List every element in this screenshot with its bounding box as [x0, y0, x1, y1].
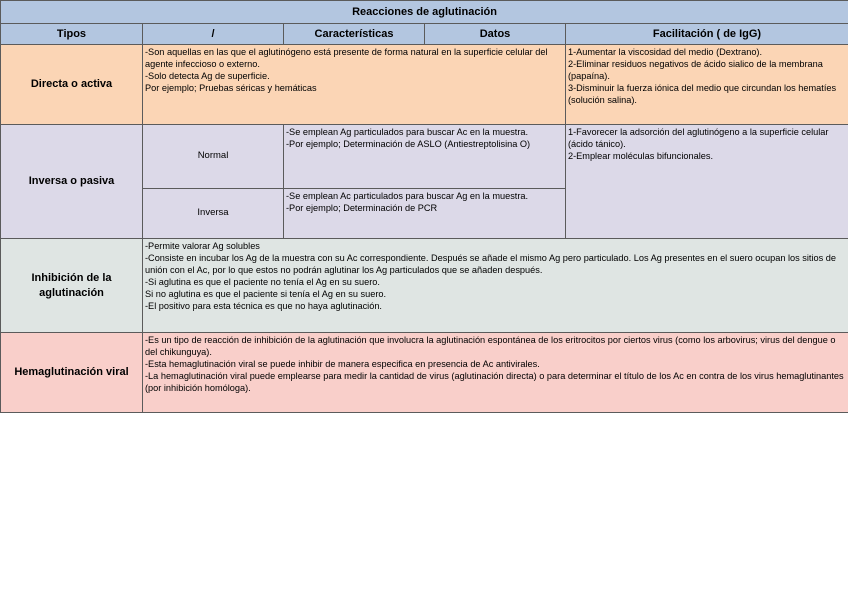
- directa-fac-line: 1-Aumentar la viscosidad del medio (Dextrano).: [568, 47, 763, 57]
- inversa-datos: [284, 189, 566, 239]
- header-slash: /: [143, 24, 284, 45]
- header-caracteristicas: Características: [284, 24, 425, 45]
- inversa-fac-line: 1-Favorecer la adsorción del aglutinógeno a la superficie celular (ácido tánico).: [568, 127, 829, 149]
- inhibicion-line: -El positivo para esta técnica es que no haya aglutinación.: [145, 300, 382, 311]
- inhibicion-line: -Si aglutina es que el paciente no tenía el Ag en su suero.: [145, 276, 380, 287]
- header-facilitacion: Facilitación ( de IgG): [566, 24, 848, 45]
- subtipo-normal: Normal: [143, 125, 284, 189]
- row-hemaglutinacion: [1, 333, 848, 413]
- hemaglutinacion-line: -Esta hemaglutinación viral se puede inhibir de manera especifica en presencia de Ac antivirales.: [145, 358, 540, 369]
- directa-fac-line: 3-Disminuir la fuerza iónica del medio que circundan los hematíes (solución salina).: [568, 82, 837, 105]
- inversa-fac-line: 2-Emplear moléculas bifuncionales.: [568, 150, 714, 161]
- inversa-datos-line: -Se emplean Ac particulados para buscar Ag en la muestra.: [286, 191, 529, 201]
- inversa-facilitacion: [566, 125, 848, 239]
- table-title: Reacciones de aglutinación: [1, 1, 848, 24]
- subtipo-inversa: Inversa: [143, 189, 284, 239]
- directa-car-line: Por ejemplo; Pruebas séricas y hemáticas: [145, 82, 317, 93]
- normal-datos-line: -Se emplean Ag particulados para buscar Ac en la muestra.: [286, 127, 529, 137]
- header-row: [1, 24, 848, 45]
- inhibicion-texto: [143, 239, 848, 333]
- header-tipos: Tipos: [1, 24, 143, 45]
- inhibicion-line: -Permite valorar Ag solubles: [145, 241, 260, 251]
- row-inversa-normal: [1, 125, 848, 189]
- directa-facilitacion: [566, 45, 848, 125]
- tipo-inversa-pasiva: Inversa o pasiva: [1, 125, 143, 239]
- row-directa: [1, 45, 848, 125]
- normal-datos-line: -Por ejemplo; Determinación de ASLO (Antiestreptolisina O): [286, 138, 531, 149]
- tipo-hemaglutinacion: Hemaglutinación viral: [1, 333, 143, 413]
- header-datos: Datos: [425, 24, 566, 45]
- inhibicion-line: -Consiste en incubar los Ag de la muestra con su Ac correspondiente. Después se añade el mismo Ag pero particulado. Los Ag presentes en el suero ocupan los sitios de unión con el Ac, por lo que estos no podrán aglutinar los Ag particulados que se añaden después.: [145, 252, 836, 275]
- directa-fac-line: 2-Eliminar residuos negativos de ácido sialico de la membrana (papaína).: [568, 58, 823, 81]
- directa-car-line: -Solo detecta Ag de superficie.: [145, 70, 270, 81]
- directa-caracteristicas: [143, 45, 566, 125]
- inhibicion-line: Si no aglutina es que el paciente si tenía el Ag en su suero.: [145, 288, 387, 299]
- normal-datos: [284, 125, 566, 189]
- hemaglutinacion-line: -Es un tipo de reacción de inhibición de la aglutinación que involucra la aglutinación espontánea de los eritrocitos por ciertos virus (como los arbovirus; virus del dengue o del chikunguya).: [145, 335, 836, 357]
- inversa-datos-line: -Por ejemplo; Determinación de PCR: [286, 202, 438, 213]
- tipo-directa: Directa o activa: [1, 45, 143, 125]
- row-inhibicion: [1, 239, 848, 333]
- tipo-inhibicion: Inhibición de la aglutinación: [1, 239, 143, 333]
- directa-car-line: -Son aquellas en las que el aglutinógeno está presente de forma natural en la superficie celular del agente infeccioso o externo.: [145, 47, 548, 69]
- hemaglutinacion-line: -La hemaglutinación viral puede emplearse para medir la cantidad de virus (aglutinación directa) o para determinar el título de los Ac en contra de los virus hemaglutinantes (por inhibición homóloga).: [145, 370, 844, 393]
- hemaglutinacion-texto: [143, 333, 848, 413]
